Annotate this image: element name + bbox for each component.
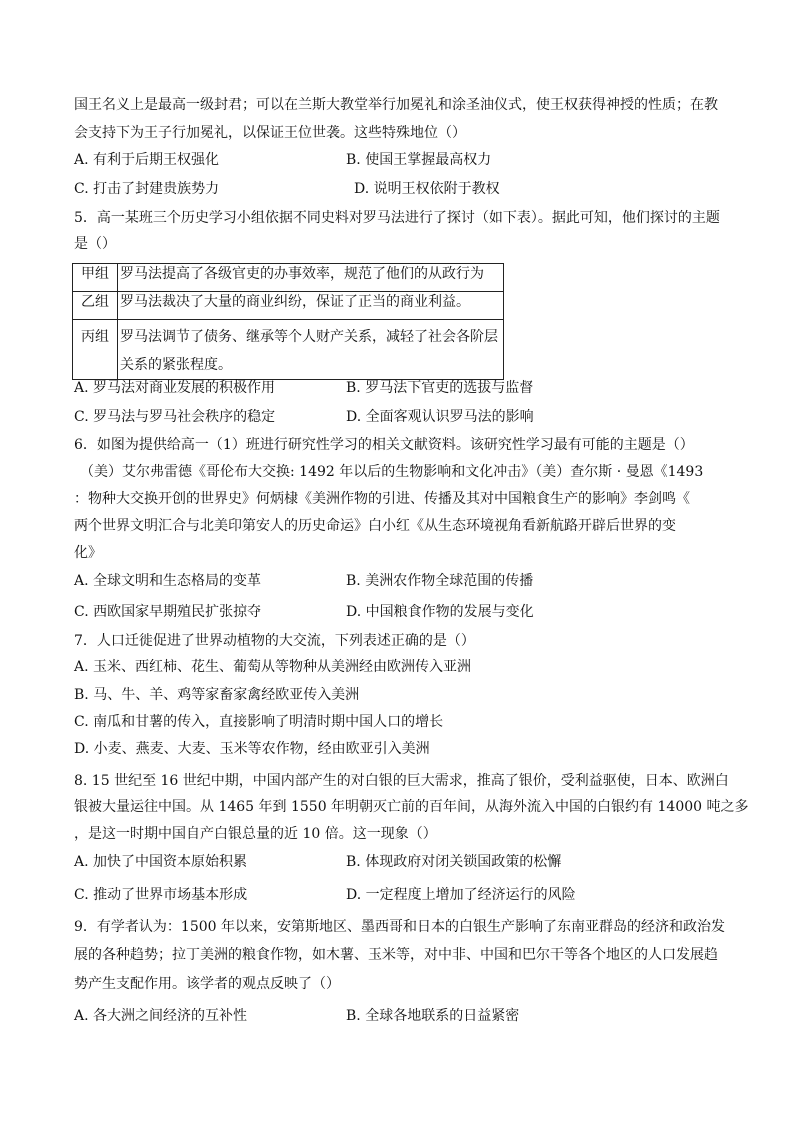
group-label: 乙组 xyxy=(81,294,109,310)
q7-option-a: A. 玉米、西红柿、花生、葡萄从等物种从美洲经由欧洲传入亚洲 xyxy=(74,659,472,675)
q9-stem-line-2: 展的各种趋势；拉丁美洲的粮食作物，如木薯、玉米等，对中非、中国和巴尔干等各个地区的人口发展趋 xyxy=(74,947,718,963)
q6-literature-line-2: ：物种大交换开创的世界史》何炳棣《美洲作物的引进、传播及其对中国粮食生产的影响》李剑鸣《 xyxy=(74,491,690,507)
table-row xyxy=(73,320,504,380)
q8-stem-line-1: 8. 15 世纪至 16 世纪中期，中国内部产生的对白银的巨大需求，推高了银价，受利益驱使，日本、欧洲白 xyxy=(74,773,729,789)
group-label: 甲组 xyxy=(81,266,109,282)
q5-option-b: B. 罗马法下官吏的选拔与监督 xyxy=(346,380,534,396)
q5-stem-line-2: 是（） xyxy=(74,236,116,252)
q8-stem-line-3: ，是这一时期中国自产白银总量的近 10 倍。这一现象（） xyxy=(74,826,437,842)
group-content-line-2: 关系的紧张程度。 xyxy=(120,357,232,373)
q9-option-a: A. 各大洲之间经济的互补性 xyxy=(74,1008,248,1024)
q8-option-d: D. 一定程度上增加了经济运行的风险 xyxy=(346,887,576,903)
q5-option-a: A. 罗马法对商业发展的积极作用 xyxy=(74,380,276,396)
q6-stem-line-1: 6．如图为提供给高一（1）班进行研究性学习的相关文献资料。该研究性学习最有可能的主题是（） xyxy=(74,437,694,453)
q8-option-c: C. 推动了世界市场基本形成 xyxy=(74,887,248,903)
q7-option-b: B. 马、牛、羊、鸡等家畜家禽经欧亚传入美洲 xyxy=(74,687,360,703)
q6-literature-line-1: （美）艾尔弗雷德《哥伦布大交换: 1492 年以后的生物影响和文化冲击》（美）查尔斯 · 曼恩《1493 xyxy=(80,464,704,480)
group-content-line-1: 罗马法调节了债务、继承等个人财产关系，减轻了社会各阶层 xyxy=(120,329,498,345)
q9-stem-line-1: 9．有学者认为：1500 年以来，安第斯地区、墨西哥和日本的白银生产影响了东南亚群岛的经济和政治发 xyxy=(74,919,725,935)
q6-literature-line-3: 两个世界文明汇合与北美印第安人的历史命运》白小红《从生态环境视角看新航路开辟后世界的变 xyxy=(74,518,676,534)
q7-option-c: C. 南瓜和甘薯的传入，直接影响了明清时期中国人口的增长 xyxy=(74,714,444,730)
group-content: 罗马法裁决了大量的商业纠纷，保证了正当的商业利益。 xyxy=(120,294,470,310)
q6-option-d: D. 中国粮食作物的发展与变化 xyxy=(346,604,534,620)
table-row xyxy=(73,264,504,292)
q4-stem-line-2: 会支持下为王子行加冕礼，以保证王位世袭。这些特殊地位（） xyxy=(74,125,466,141)
q4-option-a: A. 有利于后期王权强化 xyxy=(74,152,220,168)
q7-option-d: D. 小麦、燕麦、大麦、玉米等农作物，经由欧亚引入美洲 xyxy=(74,741,430,757)
group-label: 丙组 xyxy=(81,329,109,345)
q5-option-d: D. 全面客观认识罗马法的影响 xyxy=(346,409,534,425)
q7-stem-line-1: 7．人口迁徙促进了世界动植物的大交流，下列表述正确的是（） xyxy=(74,633,475,649)
q6-option-b: B. 美洲农作物全球范围的传播 xyxy=(346,573,534,589)
q6-literature-line-4: 化》 xyxy=(74,545,102,561)
group-content: 罗马法提高了各级官吏的办事效率，规范了他们的从政行为 xyxy=(120,266,484,282)
q6-option-c: C. 西欧国家早期殖民扩张掠夺 xyxy=(74,604,262,620)
q4-option-d: D. 说明王权依附于教权 xyxy=(354,181,500,197)
q6-option-a: A. 全球文明和生态格局的变革 xyxy=(74,573,262,589)
q8-option-a: A. 加快了中国资本原始积累 xyxy=(74,854,248,870)
q4-stem-line-1: 国王名义上是最高一级封君；可以在兰斯大教堂举行加冕礼和涂圣油仪式，使王权获得神授的性质；在教 xyxy=(74,97,718,113)
q5-stem-line-1: 5．高一某班三个历史学习小组依据不同史料对罗马法进行了探讨（如下表）。据此可知，他们探讨的主题 xyxy=(74,210,720,226)
q5-option-c: C. 罗马法与罗马社会秩序的稳定 xyxy=(74,409,276,425)
q4-option-b: B. 使国王掌握最高权力 xyxy=(346,152,492,168)
q4-option-c: C. 打击了封建贵族势力 xyxy=(74,181,220,197)
q8-stem-line-2: 银被大量运往中国。从 1465 年到 1550 年明朝灭亡前的百年间，从海外流入中国的白银约有 14000 吨之多 xyxy=(74,799,749,815)
q8-option-b: B. 体现政府对闭关锁国政策的松懈 xyxy=(346,854,562,870)
q5-table xyxy=(72,263,504,380)
q9-option-b: B. 全球各地联系的日益紧密 xyxy=(346,1008,520,1024)
table-row xyxy=(73,292,504,320)
q9-stem-line-3: 势产生支配作用。该学者的观点反映了（） xyxy=(74,976,340,992)
